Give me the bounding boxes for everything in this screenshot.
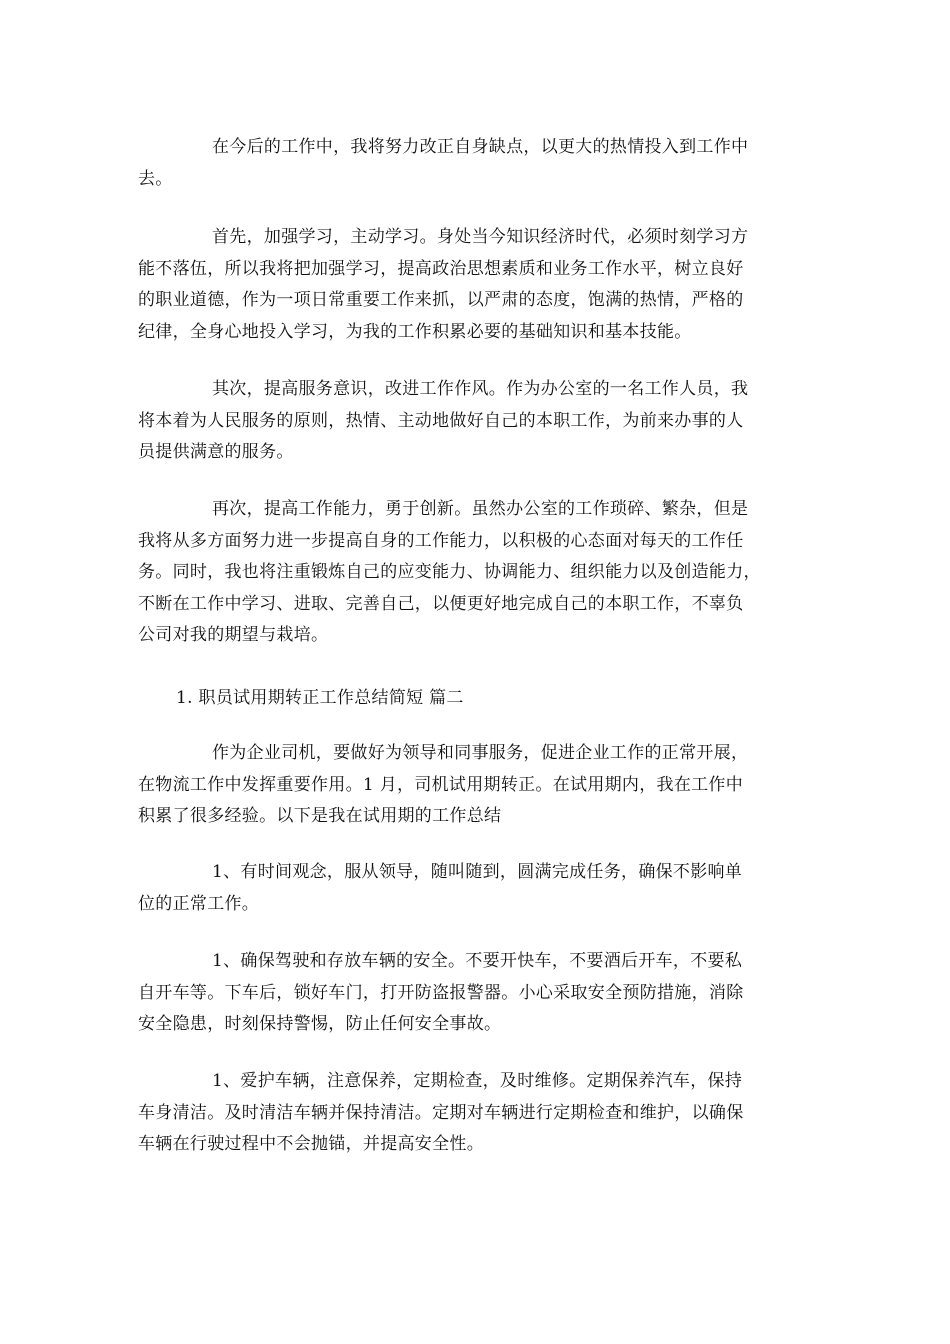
paragraph-line: 我将从多方面努力进一步提高自身的工作能力，以积极的心态面对每天的工作任 bbox=[138, 530, 744, 551]
paragraph-line: 纪律，全身心地投入学习，为我的工作积累必要的基础知识和基本技能。 bbox=[138, 321, 692, 342]
paragraph-line: 能不落伍，所以我将把加强学习，提高政治思想素质和业务工作水平，树立良好 bbox=[138, 258, 744, 279]
paragraph-line: 作为企业司机，要做好为领导和同事服务，促进企业工作的正常开展， bbox=[212, 743, 749, 763]
paragraph-line: 再次，提高工作能力，勇于创新。虽然办公室的工作琐碎、繁杂，但是 bbox=[212, 499, 749, 519]
paragraph-line: 1、确保驾驶和存放车辆的安全。不要开快车，不要酒后开车，不要私 bbox=[212, 951, 743, 971]
paragraph-study bbox=[138, 222, 818, 348]
paragraph-service bbox=[138, 374, 818, 469]
paragraph-resolve bbox=[138, 132, 818, 195]
paragraph-line: 务。同时，我也将注重锻炼自己的应变能力、协调能力、组织能力以及创造能力， bbox=[138, 562, 761, 582]
paragraph-line: 在物流工作中发挥重要作用。1 月，司机试用期转正。在试用期内，我在工作中 bbox=[138, 774, 744, 795]
paragraph-ability bbox=[138, 494, 818, 652]
paragraph-line: 自开车等。下车后，锁好车门，打开防盗报警器。小心采取安全预防措施，消除 bbox=[138, 982, 744, 1003]
paragraph-line: 公司对我的期望与栽培。 bbox=[138, 625, 329, 645]
paragraph-line: 员提供满意的服务。 bbox=[138, 442, 294, 462]
paragraph-line: 位的正常工作。 bbox=[138, 893, 260, 914]
paragraph-item-safety bbox=[138, 946, 818, 1041]
paragraph-line: 安全隐患，时刻保持警惕，防止任何安全事故。 bbox=[138, 1014, 502, 1034]
paragraph-driver-intro bbox=[138, 738, 818, 833]
paragraph-line: 的职业道德，作为一项日常重要工作来抓，以严肃的态度，饱满的热情，严格的 bbox=[138, 290, 744, 310]
paragraph-line: 去。 bbox=[138, 168, 173, 189]
paragraph-line: 将本着为人民服务的原则，热情、主动地做好自己的本职工作，为前来办事的人 bbox=[138, 410, 744, 431]
paragraph-line: 1、有时间观念，服从领导，随叫随到，圆满完成任务，确保不影响单 bbox=[212, 862, 743, 882]
paragraph-item-maintenance bbox=[138, 1066, 818, 1161]
paragraph-line: 积累了很多经验。以下是我在试用期的工作总结 bbox=[138, 806, 502, 826]
paragraph-line: 首先，加强学习，主动学习。身处当今知识经济时代，必须时刻学习方 bbox=[212, 227, 749, 247]
paragraph-line: 车辆在行驶过程中不会抛锚，并提高安全性。 bbox=[138, 1134, 484, 1154]
paragraph-line: 1、爱护车辆，注意保养，定期检查，及时维修。定期保养汽车，保持 bbox=[212, 1071, 743, 1091]
paragraph-item-time bbox=[138, 857, 818, 920]
section-heading: 1. 职员试用期转正工作总结简短 篇二 bbox=[176, 688, 464, 708]
paragraph-line: 其次，提高服务意识，改进工作作风。作为办公室的一名工作人员，我 bbox=[212, 379, 749, 399]
paragraph-line: 在今后的工作中，我将努力改正自身缺点，以更大的热情投入到工作中 bbox=[212, 137, 749, 157]
paragraph-line: 不断在工作中学习、进取、完善自己，以便更好地完成自己的本职工作，不辜负 bbox=[138, 593, 744, 614]
paragraph-line: 车身清洁。及时清洁车辆并保持清洁。定期对车辆进行定期检查和维护，以确保 bbox=[138, 1102, 744, 1123]
